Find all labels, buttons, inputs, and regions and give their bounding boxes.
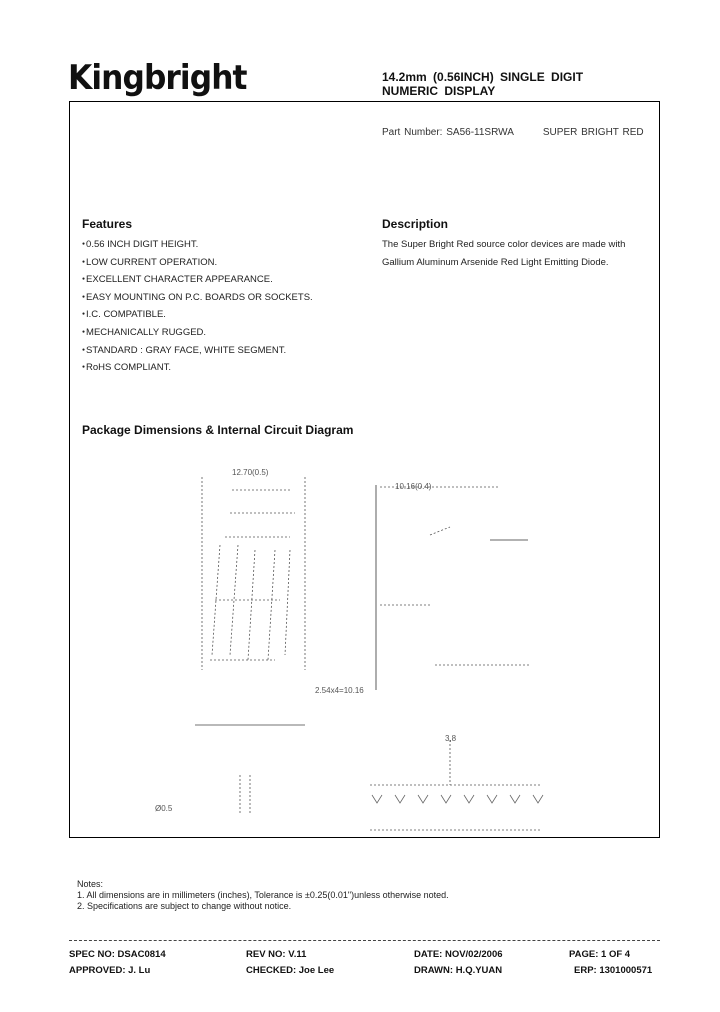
diode-f — [487, 795, 497, 803]
features-heading: Features — [82, 217, 133, 231]
part-number-value: SA56-11SRWA — [446, 127, 514, 138]
drawn-by: DRAWN: H.Q.YUAN — [414, 965, 503, 976]
spec-no: SPEC NO: DSAC0814 — [69, 949, 166, 960]
package-drawing — [140, 455, 560, 865]
erp-number: ERP: 1301000571 — [574, 965, 653, 976]
feature-item: ● EASY MOUNTING ON P.C. BOARDS OR SOCKETS. — [82, 289, 313, 307]
common-anode-label: 3,8 — [445, 734, 457, 743]
doc-date: DATE: NOV/02/2006 — [414, 949, 503, 960]
diode-c — [418, 795, 428, 803]
feature-item: ● STANDARD : GRAY FACE, WHITE SEGMENT. — [82, 342, 313, 360]
notes — [77, 879, 449, 912]
part-number-line — [382, 127, 644, 138]
approved-by: APPROVED: J. Lu — [69, 965, 151, 976]
part-number-label: Part Number: — [382, 127, 443, 138]
page-number: PAGE: 1 OF 4 — [569, 949, 631, 960]
dim-pins-label: 10.16(0.4) — [395, 482, 432, 491]
notes-title: Notes: — [77, 879, 104, 889]
feature-item: ● LOW CURRENT OPERATION. — [82, 254, 313, 272]
dim-pin-dia-label: Ø0.5 — [155, 804, 173, 813]
part-color: SUPER BRIGHT RED — [542, 127, 644, 138]
checked-by: CHECKED: Joe Lee — [246, 965, 335, 976]
title-line-2: NUMERIC DISPLAY — [382, 84, 496, 98]
description-line-1: The Super Bright Red source color devices are made with — [382, 239, 626, 250]
footer-divider — [69, 940, 660, 941]
diode-g — [510, 795, 520, 803]
description-heading: Description — [382, 217, 449, 231]
package-heading: Package Dimensions & Internal Circuit Diagram — [82, 423, 354, 437]
feature-item: ● 0.56 INCH DIGIT HEIGHT. — [82, 236, 313, 254]
feature-item: ● EXCELLENT CHARACTER APPEARANCE. — [82, 271, 313, 289]
segment-b — [248, 550, 255, 660]
description-line-2: Gallium Aluminum Arsenide Red Light Emitting Diode. — [382, 257, 609, 268]
diode-a — [372, 795, 382, 803]
features-list — [82, 236, 313, 377]
diode-b — [395, 795, 405, 803]
feature-item: ● RoHS COMPLIANT. — [82, 359, 313, 377]
diode-d — [441, 795, 451, 803]
feature-item: ● MECHANICALLY RUGGED. — [82, 324, 313, 342]
description-text — [382, 236, 652, 272]
feature-item: ● I.C. COMPATIBLE. — [82, 306, 313, 324]
rev-no: REV NO: V.11 — [246, 949, 307, 960]
note-2: 2. Specifications are subject to change without notice. — [77, 901, 292, 911]
diode-e — [464, 795, 474, 803]
document-title — [382, 70, 583, 98]
dim-pitch-label: 2.54x4=10.16 — [315, 686, 364, 695]
note-1: 1. All dimensions are in millimeters (inches), Tolerance is ±0.25(0.01")unless otherwise noted. — [77, 890, 449, 900]
title-line-1: 14.2mm (0.56INCH) SINGLE DIGIT — [382, 70, 584, 84]
dim-top-label: 12.70(0.5) — [232, 468, 269, 477]
kingbright-logo: Kingbright — [68, 58, 247, 98]
diode-dp — [533, 795, 543, 803]
